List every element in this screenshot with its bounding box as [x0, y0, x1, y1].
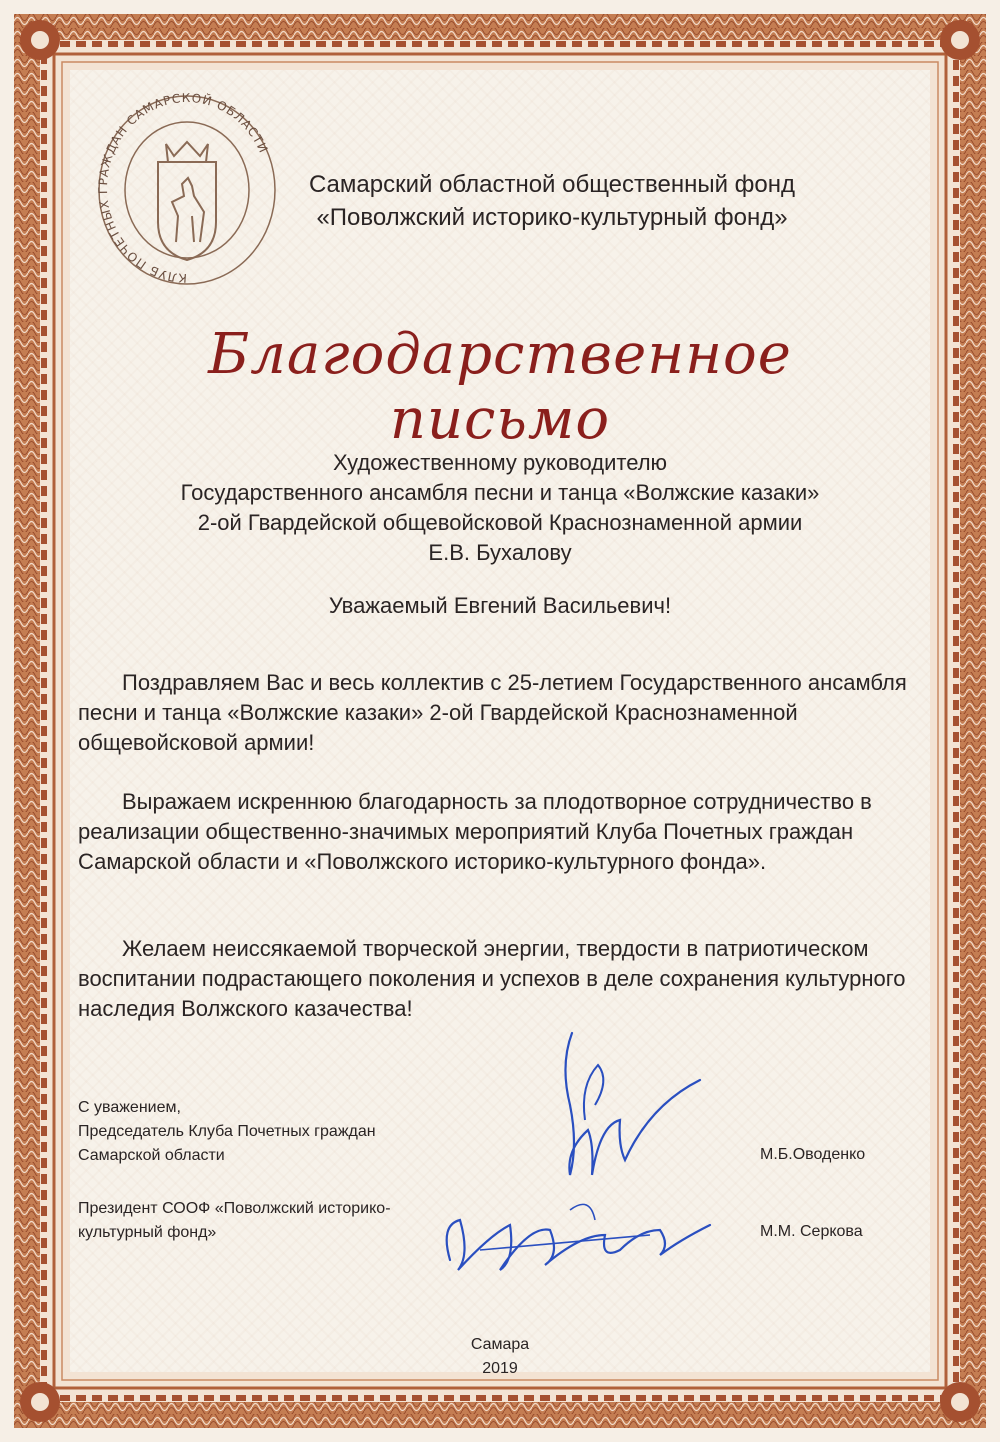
- addressee-line-1: Художественному руководителю: [332, 450, 668, 475]
- signatory-1-title-cont: Самарской области: [78, 1147, 225, 1164]
- svg-text:КЛУБ ПОЧЕТНЫХ ГРАЖДАН САМАРСКО: КЛУБ ПОЧЕТНЫХ ГРАЖДАН САМАРСКОЙ ОБЛАСТИ: [96, 92, 271, 286]
- foundation-header: [262, 168, 842, 234]
- addressee-line-2: Государственного ансамбля песни и танца «Волжские казаки»: [180, 480, 820, 505]
- signatory-block-1: [78, 1096, 376, 1168]
- addressee-line-3: 2-ой Гвардейской общевойсковой Краснознаменной армии: [197, 510, 803, 535]
- addressee-line-4: Е.В. Бухалову: [428, 540, 572, 565]
- signatory-1-title: Председатель Клуба Почетных граждан: [78, 1123, 376, 1140]
- signatory-2-name: М.М. Серкова: [760, 1223, 863, 1240]
- city: Самара: [470, 1336, 530, 1353]
- header-line-1: Самарский областной общественный фонд: [308, 171, 796, 198]
- greeting: Уважаемый Евгений Васильевич!: [328, 593, 672, 618]
- signatory-2-title: Президент СООФ «Поволжский историко-: [78, 1200, 391, 1217]
- paragraph-gratitude: Выражаем искреннюю благодарность за плодотворное сотрудничество в реализации общественно-значимых мероприятий Клуба Почетных граждан Самарской области и «Поволжского историко-культурного фонда».: [78, 789, 872, 874]
- place-and-date: [400, 1333, 600, 1381]
- club-emblem: [96, 92, 278, 288]
- signatory-1-name: М.Б.Оводенко: [760, 1146, 866, 1163]
- signatory-block-2: [78, 1197, 391, 1245]
- header-line-2: «Поволжский историко-культурный фонд»: [316, 204, 788, 231]
- addressee-block: [60, 448, 940, 568]
- year: 2019: [482, 1360, 518, 1377]
- paragraph-wishes: Желаем неиссякаемой творческой энергии, твердости в патриотическом воспитании подрастающего поколения и успехов в деле сохранения культурного наследия Волжского казачества!: [78, 936, 906, 1021]
- paragraph-congratulations: Поздравляем Вас и весь коллектив с 25-летием Государственного ансамбля песни и танца «Волжские казаки» 2-ой Гвардейской Краснознаменной общевойсковой армии!: [78, 670, 907, 755]
- regards-text: С уважением,: [78, 1099, 181, 1116]
- signatory-2-title-cont: культурный фонд»: [78, 1224, 217, 1241]
- document-title: Благодарственное письмо: [208, 322, 792, 452]
- handwritten-signatures: [420, 1025, 720, 1315]
